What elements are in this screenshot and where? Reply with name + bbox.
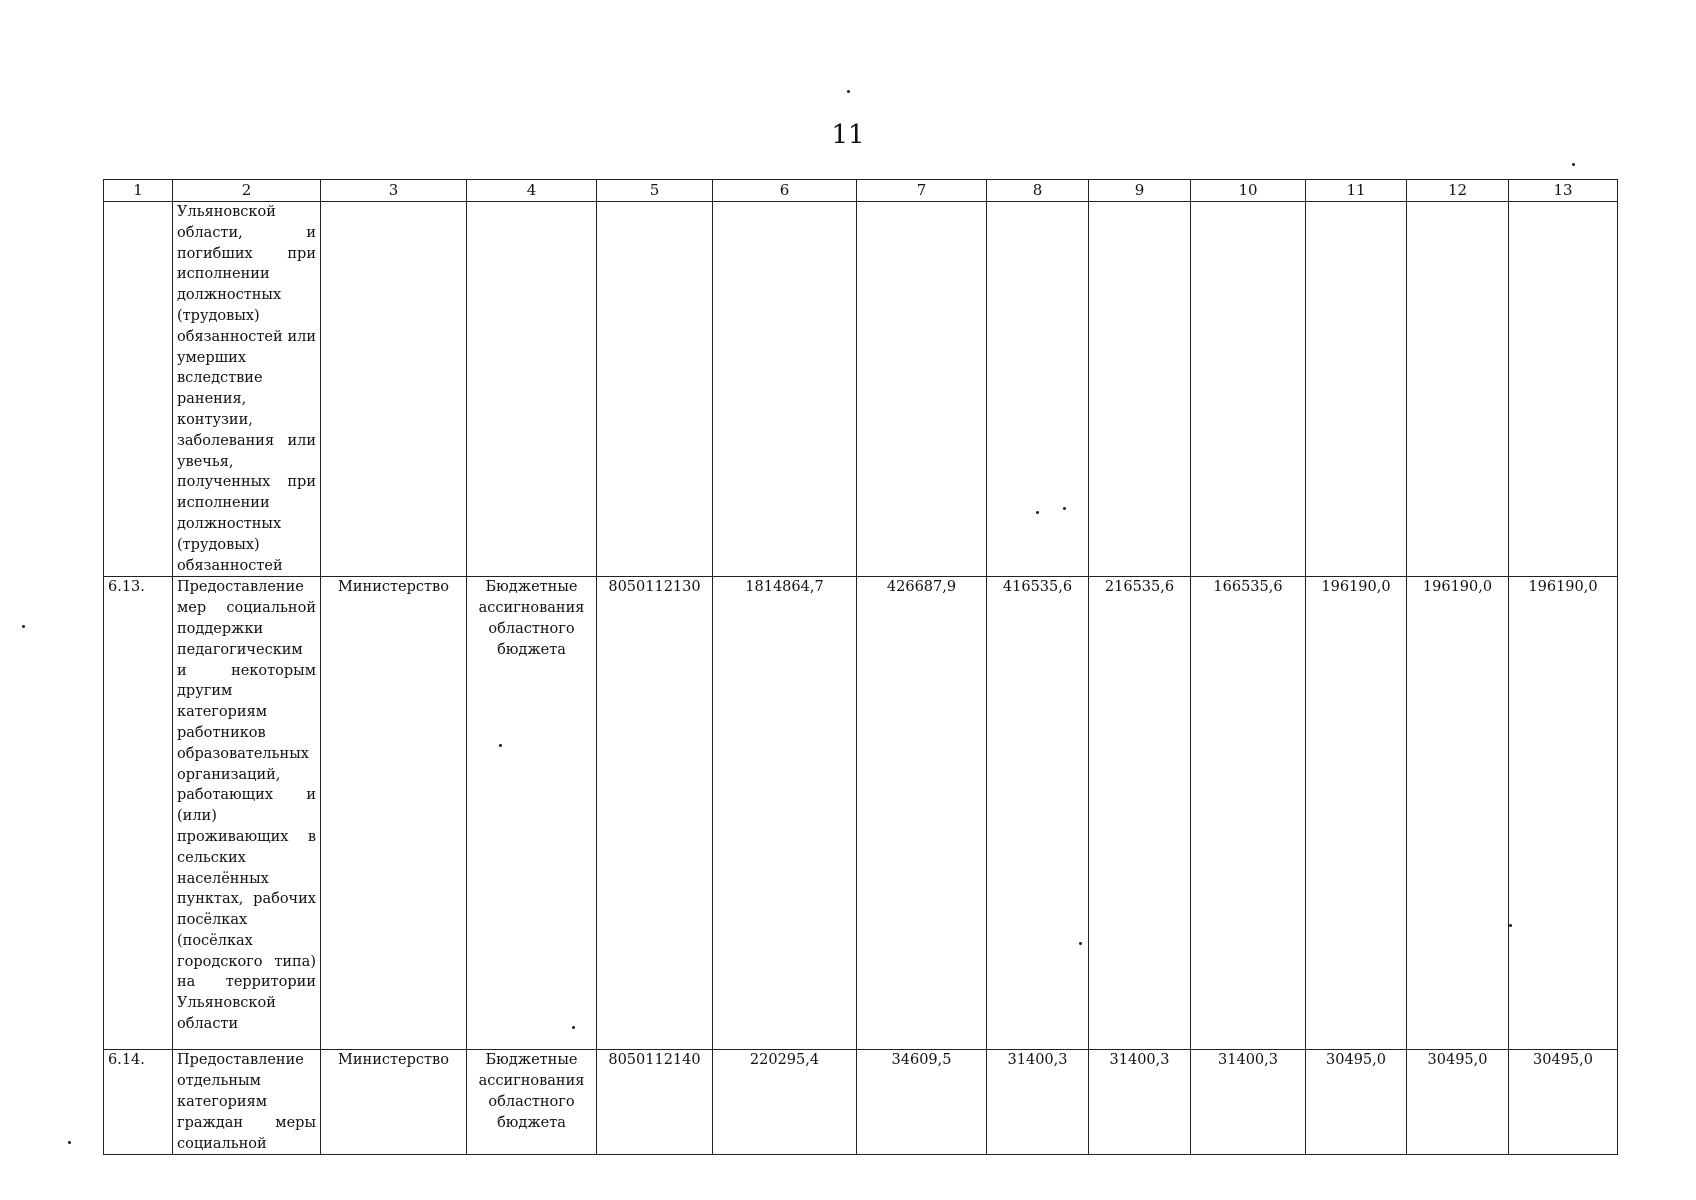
row-number: 6.13. [104,577,173,1050]
year-amount: 196190,0 [1306,577,1407,1050]
budget-table [103,179,1618,1155]
column-header: 4 [467,180,597,202]
year-amount: 196190,0 [1509,577,1618,1050]
value-cell [1407,202,1509,577]
column-header: 7 [857,180,987,202]
row-number: 6.14. [104,1050,173,1155]
measure-name: Предоставление отдельным категориям граждан меры социальной [173,1050,321,1155]
column-header: 6 [713,180,857,202]
column-header: 2 [173,180,321,202]
budget-code: 8050112130 [597,577,713,1050]
value-cell [1306,202,1407,577]
row-number-cell [104,202,173,577]
total-cell [713,202,857,577]
executor: Министерство [321,1050,467,1155]
executor-cell [321,202,467,577]
year-amount: 196190,0 [1407,577,1509,1050]
column-header: 13 [1509,180,1618,202]
year-amount: 166535,6 [1191,577,1306,1050]
year-amount: 416535,6 [987,577,1089,1050]
year-amount: 426687,9 [857,577,987,1050]
column-header: 11 [1306,180,1407,202]
measure-name: Предоставление мер социальной поддержки педагогическим и некоторым другим категориям работников образовательных организаций, работающих и (или) проживающих в сельских населённых пунктах, рабочих посёлках (посёлках городского типа) на территории Ульяновской области [173,577,321,1050]
scan-speck [847,90,850,93]
page-number: 11 [831,120,865,150]
code-cell [597,202,713,577]
funding-source: Бюджетные ассигнования областного бюджета [467,1050,597,1155]
value-cell [1509,202,1618,577]
year-amount: 30495,0 [1509,1050,1618,1155]
source-cell [467,202,597,577]
scan-speck [68,1141,71,1144]
value-cell [857,202,987,577]
scan-speck [22,625,25,628]
year-amount: 31400,3 [1089,1050,1191,1155]
year-amount: 216535,6 [1089,577,1191,1050]
value-cell [987,202,1089,577]
continuation-row [104,202,1618,577]
value-cell [1089,202,1191,577]
table-row [104,577,1618,1050]
year-amount: 31400,3 [987,1050,1089,1155]
column-header: 9 [1089,180,1191,202]
executor: Министерство [321,577,467,1050]
funding-source: Бюджетные ассигнования областного бюджета [467,577,597,1050]
column-header: 5 [597,180,713,202]
budget-code: 8050112140 [597,1050,713,1155]
column-header: 8 [987,180,1089,202]
year-amount: 30495,0 [1407,1050,1509,1155]
continued-description: Ульяновской области, и погибших при исполнении должностных (трудовых) обязанностей или умерших вследствие ранения, контузии, заболевания или увечья, полученных при исполнении должностных (трудовых) обязанностей [173,202,321,577]
year-amount: 31400,3 [1191,1050,1306,1155]
column-header: 10 [1191,180,1306,202]
value-cell [1191,202,1306,577]
column-header: 3 [321,180,467,202]
scan-speck [1572,163,1575,166]
column-header: 1 [104,180,173,202]
year-amount: 30495,0 [1306,1050,1407,1155]
year-amount: 34609,5 [857,1050,987,1155]
column-header: 12 [1407,180,1509,202]
column-number-row [104,180,1618,202]
total-amount: 220295,4 [713,1050,857,1155]
table-row [104,1050,1618,1155]
total-amount: 1814864,7 [713,577,857,1050]
